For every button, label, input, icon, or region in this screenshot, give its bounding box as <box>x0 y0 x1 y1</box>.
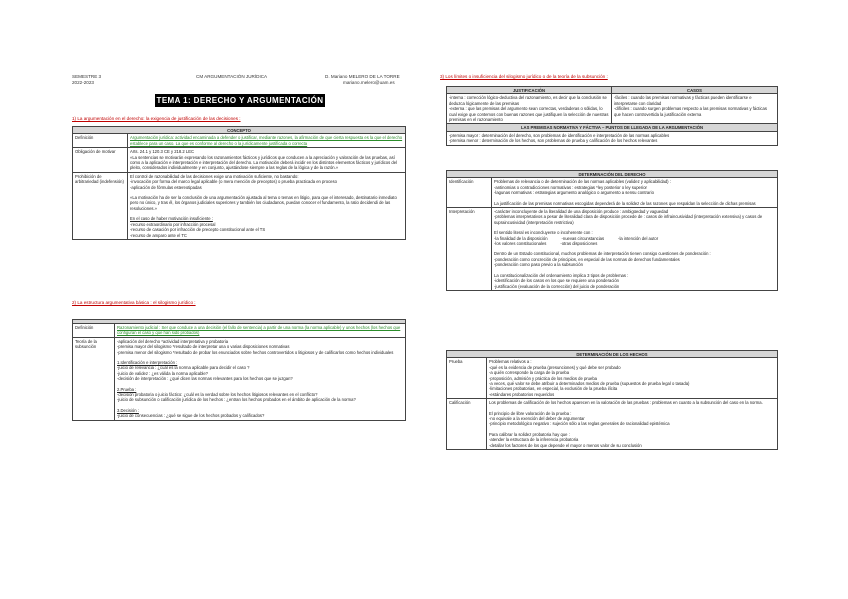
text-line: -aplicación de fórmulas estereotipadas <box>130 184 202 190</box>
text-line: -lagunas normativas : estrategias argumento analógico o argumento a sensu contrario <box>494 190 654 196</box>
text-line: -premisa mayor : determinación del derecho, son problemas de identificación e interpretación de las normas aplicables <box>449 132 670 138</box>
text-line: -externa : que las premisas del argumento sean correctas, verdaderas o sólidas, lo cual exige que contemos con buenas razones que justifiquen la selección de nuestras premisas en el razonamiento <box>449 106 609 123</box>
text-line: La constitucionalización del ordenamiento implica 3 tipos de problemas : <box>494 272 629 278</box>
table-row <box>73 148 406 173</box>
text-line: -estándares probatorios requeridos <box>489 391 555 397</box>
text-line: Los problemas de calificación de los hechos aparecen en la valoración de las pruebas : problemas en cuanto a la subsunción del caso en la norma. <box>489 400 763 406</box>
text-line: -recurso extraordinario por infracción procesal <box>130 221 216 227</box>
text-line: -premisa menor : determinación de los hechos, son problemas de prueba y calificación de los hechos relevantes <box>449 138 658 144</box>
text-line: -juicio de consecuencias : ¿qué se sigue de los hechos probados y calificados? <box>117 413 265 419</box>
row-label: Calificación <box>447 399 487 450</box>
quote-text: «La motivación ha de ser la conclusión de una argumentación ajustada al tema o temas en litigio, para que el interesado, destinatario inmediato pero no único, y tras él, los órganos judiciales superiores y también los ciudadanos, puedan conocer el fundamento, la ratio decidendi de las resoluciones.» <box>130 195 397 211</box>
year-label: 2022-2023 <box>72 80 94 85</box>
text-line: -detallar los factores de los que depende el mayor o menos valor de su conclusión <box>489 442 642 448</box>
concepto-table <box>72 126 406 240</box>
justificacion-header: JUSTIFICACIÓN <box>447 87 612 94</box>
hechos-header: DETERMINACIÓN DE LOS HECHOS <box>447 351 778 358</box>
table-row <box>447 131 778 145</box>
text-line: -aplicación del derecho *actividad interpretativa y probatoria <box>117 338 229 344</box>
text-line: -decisión probatoria o juicio fáctico: ¿cuál es la verdad sobre los hechos litigiosos relevantes en el conflicto? <box>117 392 318 398</box>
justificacion-table <box>446 86 778 146</box>
table-row <box>73 172 406 239</box>
text-line: El control de razonabilidad de las decisiones exige una motivación suficiente, no bastando: <box>130 173 299 179</box>
text-line: -principio metodológico negativo : sujeción sólo a las reglas generales de racionalidad epistémica <box>489 421 670 427</box>
text-line: El principio de libre valoración de la prueba : <box>489 410 572 416</box>
table-row <box>447 399 778 450</box>
table-row <box>447 178 778 208</box>
table-row <box>73 134 406 148</box>
silogismo-table <box>72 319 406 421</box>
articles-text: Arts. 24.1 y 120.3 CE y 218.2 LEC <box>130 149 195 155</box>
text-line: -qué es la evidencia de prueba (presunciones) y qué debe ser probado <box>489 364 621 370</box>
course-label: CM ARGUMENTACIÓN JURÍDICA <box>196 74 268 79</box>
text-line: -juicio de subsunción o calificación jurídica de los hechos : ¿entran los hechos probados en el ámbito de aplicación de la norma? <box>117 397 356 403</box>
hechos-table <box>446 350 778 450</box>
text-line: -problemas interpretativos a pesar de literalidad clara de disposición procede de : casos de infraincusividad (interpretación extensiva) y casos de supraincusividad (interpretación restrictiva) <box>494 214 763 225</box>
subheading-text: 1.Identificación e interpretación : <box>117 360 178 366</box>
text-line: -proposición, admisión y práctica de los medios de prueba <box>489 375 598 381</box>
quote-text: «La sentencias se motivarán expresando los razonamientos fácticos y jurídicos que conducen a la apreciación y valoración de las pruebas, así como a la aplicación e interpretación e interpretación del derecho. La motivación deberá incidir en los distintos elementos fácticos y jurídicos del pleito, considerados individualmente y en conjunto, ajustándose siempre a las reglas de la lógica y de la razón.» <box>130 154 397 171</box>
text-line: -recurso de casación por infracción de precepto constitucional ante el TS <box>130 227 266 233</box>
row-label: Prohibición de arbitrariedad (indefensión) <box>73 172 128 239</box>
text-line: -fáciles : cuando las premisas normativas y fácticas pueden identificarse e interpretarse con claridad <box>614 95 752 106</box>
subheading-text: 2.Prueba : <box>117 386 137 392</box>
text-line: -ponderación como paso previo a la subsunción <box>494 262 583 268</box>
text-line: -interna : corrección lógico-deductiva del razonamiento, es decir que la conclusión se deduzca lógicamente de las premisas <box>449 95 607 106</box>
text-line: -identificación de los casos en los que se requiere una ponderación <box>494 278 620 284</box>
text-line: -justificación (evaluación de la corrección) del juicio de ponderación <box>494 283 620 289</box>
text-line: El sentido literal es inconcluyente o incoherente con : <box>494 230 593 236</box>
row-label: Identificación <box>447 178 492 208</box>
table-row <box>447 208 778 291</box>
table-row <box>447 94 778 124</box>
text-line: La justificación de las premisas normativas escogidas dependerá de la solidez de las razones que respaldan la selección de dichas premisas <box>494 200 756 206</box>
text-line: -premisa mayor del silogismo *resultado de interpretar una o varias disposiciones normativas <box>117 344 290 350</box>
subheading-text: En el caso de haber motivación insuficiente : <box>130 216 213 222</box>
concepto-header: CONCEPTO <box>73 127 406 134</box>
text-line: -antinomias o contradicciones normativas : estrategias *ley posterior o ley superior <box>494 184 647 190</box>
definition-text: Argumentación jurídica: actividad encaminada a defender o justificar, mediante razones, la afirmación de que cierta respuesta es la que el derecho establece para un caso. La que es conforme al derecho o la jurídicamente justificada o correcta <box>130 135 403 146</box>
text-line: Para calibrar la solidez probatoria hay que : <box>489 431 570 437</box>
table-row <box>447 358 778 399</box>
table-row <box>73 337 406 420</box>
email-label: mariano.melero@uam.es <box>343 80 395 85</box>
text-line: -a quién corresponde la carga de la prueba <box>489 370 570 376</box>
text-line: -invocación por forma del marco legal aplicable (o mera mención de preceptos) o prueba practicada en proceso <box>130 179 337 185</box>
text-line: -juicio de relevancia : ¿cuál es la norma aplicable para decidir el caso ? <box>117 365 250 371</box>
subheading-text: 3.Decisión : <box>117 407 139 413</box>
text-line: -decisión de interpretación : ¿qué dicen las normas relevantes para los hechos que se juzgan? <box>117 376 293 382</box>
section1-heading: 1) La argumentación en el derecho: la exigencia de justificación de las decisiones : <box>72 116 241 121</box>
table-row <box>73 324 406 338</box>
text-line: -recurso de amparo ante el TC <box>130 232 187 238</box>
premisas-header: LAS PREMISAS NORMATIVA Y FÁCTIVA – PUNTOS DE LLEGADA DE LA ARGUMENTACIÓN <box>447 124 778 131</box>
section2-heading: 2) La estructura argumentativa básica : el silogismo jurídico : <box>72 300 196 305</box>
text-line: -carácter inconcluyente de la literalidad de una disposición produce : ambigüedad y vaguedad <box>494 209 669 215</box>
definition-text: Razonamiento judicial : Ser que conduce a una decisión (el fallo de sentencia) a partir de una norma (la norma aplicable) y unos hechos (los hechos que configuran el caso y que han sido probados) <box>117 325 401 336</box>
derecho-header: DETERMINACIÓN DEL DERECHO <box>447 171 778 178</box>
row-label: Teoría de la subsunción <box>73 337 115 420</box>
text-line: -atender la estructura de la inferencia probatoria <box>489 437 579 443</box>
text-line: -limitaciones probatorias, en especial, la exclusión de la prueba ilícita <box>489 386 618 392</box>
text-line: Problemas relativos a : <box>489 359 532 365</box>
text-line: Dentro de un Estado constitucional, muchos problemas de interpretación tienen consigo cuestiones de ponderación : <box>494 251 711 257</box>
text-line: -a veces, qué valor se debe atribuir a determinados medios de prueba (supuestos de prueba legal o tasada) <box>489 381 690 387</box>
row-label: Obligación de motivar <box>73 148 128 173</box>
professor-label: D. Mariano MELERO DE LA TORRE <box>325 74 400 79</box>
derecho-table <box>446 170 778 291</box>
text-line: -juicio de validez : ¿es válida la norma aplicable? <box>117 370 209 376</box>
text-line: -no equivale a la exención del deber de argumentar <box>489 416 585 422</box>
casos-header: CASOS <box>612 87 778 94</box>
text-line: -ponderación como concreción de principios, en especial de las normas de derechos fundamentales <box>494 256 680 262</box>
row-label: Definición <box>73 324 115 338</box>
text-line: Problemas de relevancia o de determinación de las normas aplicables (validez y aplicabilidad) : <box>494 179 671 185</box>
text-line: -premisa menor del silogismo *resultado de probar los enunciados sobre hechos controvertidos o litigiosos y de calificarlos como hechos individuales <box>117 349 394 355</box>
text-line: -difíciles : cuando surgen problemas respecto a las premisas normativas y fácticas que hacen controvertida la justificación externa <box>614 106 767 117</box>
section3-heading: 3) Los límites o insuficiencia del silogismo jurídico o de la teoría de la subsunción : <box>440 74 608 79</box>
semester-label: SEMESTRE 3 <box>72 74 102 79</box>
page-title: TEMA 1: DERECHO Y ARGUMENTACIÓN <box>156 96 324 105</box>
row-label: Prueba <box>447 358 487 399</box>
row-label: Definición <box>73 134 128 148</box>
text-line: -la finalidad de la disposición -nuevas circunstancias -la intención del autor <box>494 235 659 241</box>
text-line: -los valores constitucionales -otras disposiciones <box>494 241 598 247</box>
row-label: Interpretación <box>447 208 492 291</box>
